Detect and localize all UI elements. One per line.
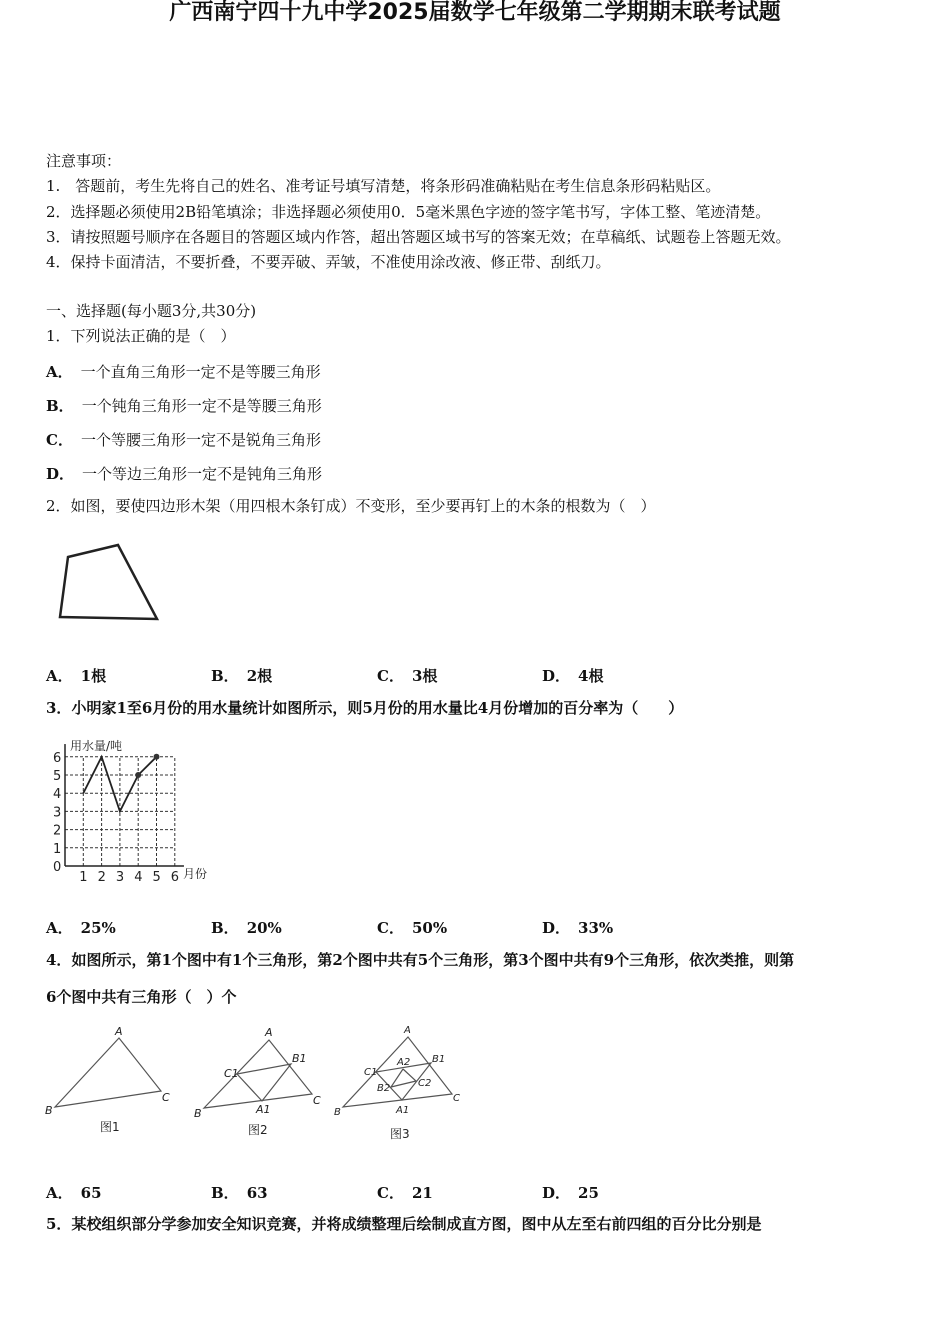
label-c: C xyxy=(313,1094,321,1107)
question-number: 2． xyxy=(46,497,71,515)
label-b: B xyxy=(194,1107,202,1120)
label-c: C xyxy=(453,1093,460,1104)
option-text: 1根 xyxy=(80,667,107,685)
x-tick-label: 5 xyxy=(152,870,161,885)
figure-1-caption: 图1 xyxy=(100,1120,120,1134)
option-b xyxy=(211,665,272,686)
y-tick-label: 6 xyxy=(53,750,62,766)
label-c1: C1 xyxy=(224,1067,239,1080)
label-a2: A2 xyxy=(397,1057,411,1068)
option-text: 20% xyxy=(246,919,282,937)
option-b xyxy=(211,917,282,938)
page-title: 广西南宁四十九中学2025届数学七年级第二学期期末联考试题 xyxy=(169,0,781,25)
figure-3-labels xyxy=(334,1025,460,1118)
label-b1: B1 xyxy=(292,1052,307,1065)
label-a: A xyxy=(404,1025,411,1036)
option-letter: C． xyxy=(377,1184,404,1202)
section-heading: 一、选择题(每小题3分,共30分) xyxy=(46,302,257,320)
notice-item: 1. 答题前，考生先将自己的姓名、准考证号填写清楚，将条形码准确粘贴在考生信息条形码粘贴区。 xyxy=(46,177,721,195)
chart-ylabel: 用水量/吨 xyxy=(70,739,123,753)
option-text: 一个钝角三角形一定不是等腰三角形 xyxy=(81,397,322,415)
notice-item: 4．保持卡面清洁，不要折叠，不要弄破、弄皱，不准使用涂改液、修正带、刮纸刀。 xyxy=(46,253,611,271)
option-c xyxy=(377,665,437,686)
question-5 xyxy=(46,1215,761,1233)
option-text: 一个等边三角形一定不是钝角三角形 xyxy=(82,465,323,483)
option-text: 4根 xyxy=(578,667,604,685)
option-letter: B． xyxy=(211,1184,239,1202)
label-a1: A1 xyxy=(396,1105,410,1116)
figure-1-labels xyxy=(45,1025,170,1117)
option-a xyxy=(46,917,116,938)
y-tick-label: 4 xyxy=(53,787,62,803)
option-letter: B． xyxy=(211,919,239,937)
question-4 xyxy=(46,951,794,969)
question-1 xyxy=(46,327,236,345)
option-letter: A． xyxy=(46,667,73,685)
data-point xyxy=(135,772,141,778)
label-a: A xyxy=(265,1026,273,1039)
option-text: 63 xyxy=(246,1184,268,1202)
label-b1: B1 xyxy=(432,1054,446,1065)
label-a1: A1 xyxy=(256,1103,271,1116)
option-letter: C． xyxy=(46,431,73,449)
chart-xlabel: 月份 xyxy=(183,867,208,881)
notice-item: 3．请按照题号顺序在各题目的答题区域内作答，超出答题区域书写的答案无效；在草稿纸、试题卷上答题无效。 xyxy=(46,228,791,246)
label-a: A xyxy=(115,1025,123,1038)
option-text: 33% xyxy=(578,919,614,937)
option-c xyxy=(377,917,447,938)
label-b: B xyxy=(45,1104,53,1117)
option-letter: D． xyxy=(46,465,75,483)
option-letter: A． xyxy=(46,363,73,381)
question-number: 5． xyxy=(46,1215,72,1233)
chart-grid xyxy=(65,744,184,866)
x-tick-label: 3 xyxy=(115,870,125,885)
option-text: 50% xyxy=(411,919,448,937)
label-c: C xyxy=(162,1091,170,1104)
option-text: 65 xyxy=(80,1184,102,1202)
option-text: 3根 xyxy=(411,667,438,685)
label-c1: C1 xyxy=(364,1067,378,1078)
option-a xyxy=(46,665,106,686)
question-3 xyxy=(46,699,683,717)
figure-2 xyxy=(204,1040,312,1108)
x-tick-label: 6 xyxy=(170,870,180,885)
question-text: 下列说法正确的是（ ） xyxy=(70,327,236,345)
option-letter: D． xyxy=(542,1184,571,1202)
y-tick-label: 0 xyxy=(53,860,62,875)
y-tick-label: 5 xyxy=(53,769,62,784)
quadrilateral-frame xyxy=(60,545,157,619)
option-b xyxy=(211,1182,268,1203)
question-2 xyxy=(46,497,656,515)
option-b xyxy=(46,395,322,416)
notice-item: 2．选择题必须使用2B铅笔填涂；非选择题必须使用0．5毫米黑色字迹的签字笔书写，字体工整、笔迹清楚。 xyxy=(46,203,771,221)
notice-heading: 注意事项： xyxy=(46,152,122,170)
figure-1 xyxy=(55,1038,161,1107)
question-text: 如图，要使四边形木架（用四根木条钉成）不变形，至少要再钉上的木条的根数为（ ） xyxy=(70,497,656,515)
option-text: 一个等腰三角形一定不是锐角三角形 xyxy=(80,431,321,449)
x-tick-label: 1 xyxy=(79,870,88,885)
figure-3 xyxy=(343,1037,452,1107)
y-tick-label: 3 xyxy=(53,805,62,821)
option-text: 一个直角三角形一定不是等腰三角形 xyxy=(80,363,321,381)
option-letter: A． xyxy=(46,919,73,937)
option-text: 21 xyxy=(411,1184,433,1202)
option-text: 2根 xyxy=(246,667,273,685)
figure-3-caption: 图3 xyxy=(390,1127,410,1141)
option-text: 25% xyxy=(80,919,116,937)
option-d xyxy=(542,1182,599,1203)
label-b: B xyxy=(334,1107,341,1118)
question-number: 1． xyxy=(46,327,71,345)
x-tick-label: 2 xyxy=(97,870,106,885)
option-letter: D． xyxy=(542,667,571,685)
y-tick-label: 2 xyxy=(53,823,62,839)
option-d xyxy=(542,917,613,938)
x-tick-label: 4 xyxy=(134,870,143,885)
question-text: 小明家1至6月份的用水量统计如图所示，则5月份的用水量比4月份增加的百分率为（ ） xyxy=(71,699,684,717)
option-letter: D． xyxy=(542,919,571,937)
label-b2: B2 xyxy=(377,1083,391,1094)
option-letter: B． xyxy=(46,397,74,415)
figure-2-caption: 图2 xyxy=(248,1123,268,1137)
option-text: 25 xyxy=(578,1184,599,1202)
question-number: 4． xyxy=(46,951,72,969)
question-4-continued: 6个图中共有三角形（ ）个 xyxy=(46,988,237,1006)
label-c2: C2 xyxy=(418,1078,432,1089)
option-a xyxy=(46,361,321,382)
option-c xyxy=(46,429,321,450)
option-letter: A． xyxy=(46,1184,73,1202)
y-tick-label: 1 xyxy=(53,841,62,857)
option-d xyxy=(46,463,322,484)
figure-2-labels xyxy=(194,1026,321,1120)
option-a xyxy=(46,1182,102,1203)
option-letter: C． xyxy=(377,919,404,937)
data-point xyxy=(154,754,160,760)
option-letter: C． xyxy=(377,667,404,685)
option-d xyxy=(542,665,603,686)
option-c xyxy=(377,1182,433,1203)
question-text: 某校组织部分学参加安全知识竞赛，并将成绩整理后绘制成直方图，图中从左至右前四组的百分比分别是 xyxy=(71,1215,762,1233)
question-number: 3． xyxy=(46,699,72,717)
option-letter: B． xyxy=(211,667,239,685)
question-text: 如图所示，第1个图中有1个三角形，第2个图中共有5个三角形，第3个图中共有9个三角形，依次类推，则第 xyxy=(71,951,795,969)
